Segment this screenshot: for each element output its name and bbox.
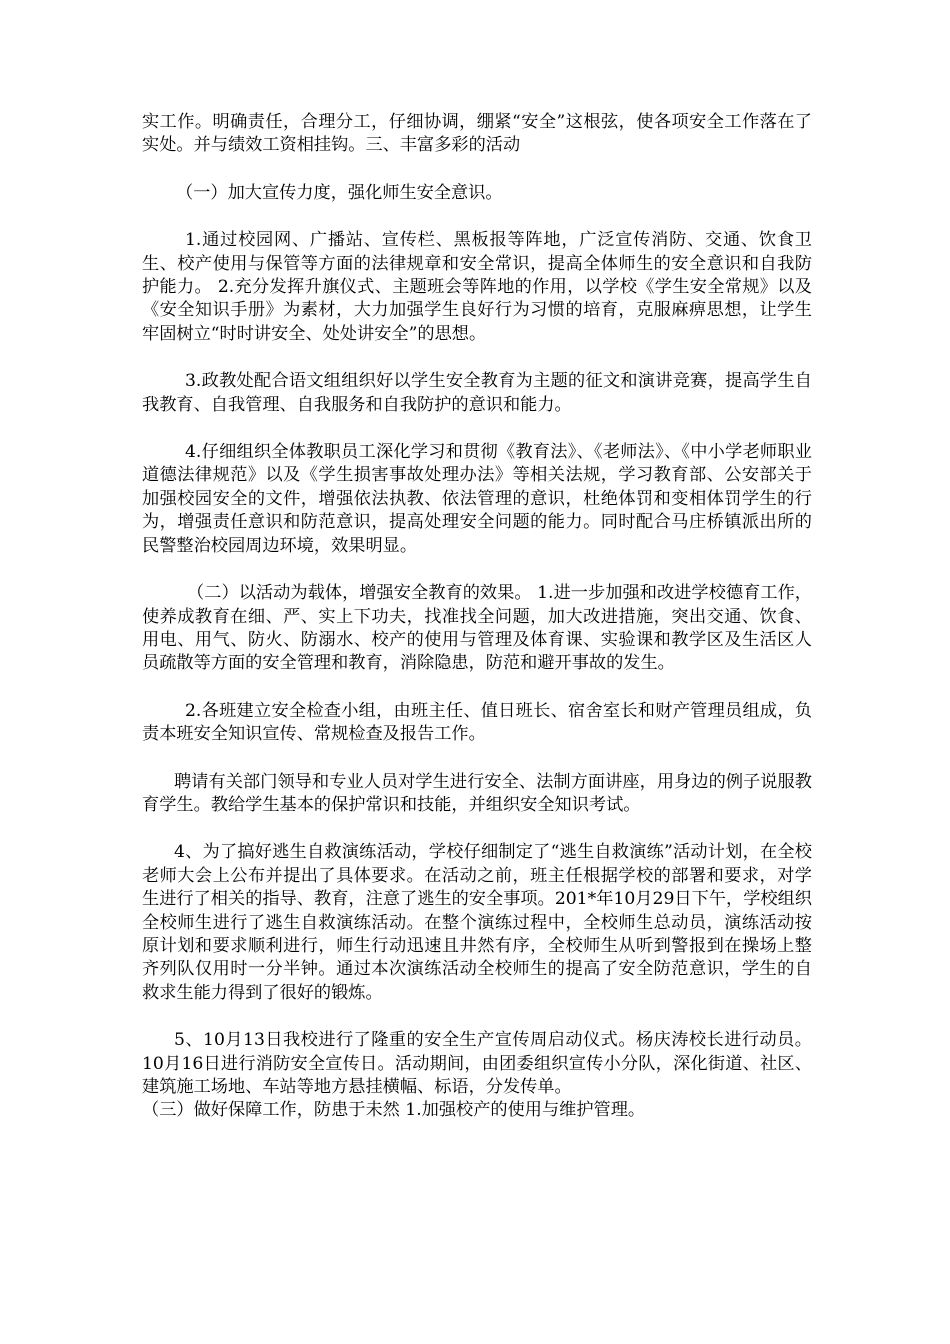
paragraph-item-1-2: 1.通过校园网、广播站、宣传栏、黑板报等阵地，广泛宣传消防、交通、饮食卫生、校产使用与保管等方面的法律规章和安全常识，提高全体师生的安全意识和自我防护能力。 2.充分发挥升旗仪式、主题班会等阵地的作用，以学校《学生安全常规》以及《安全知识手册》为素材，大力加强学生良好行为习惯的培育，克服麻痹思想，让学生牢固树立“时时讲安全、处处讲安全”的思想。 — [142, 230, 812, 344]
heading-section-one: （一）加大宣传力度，强化师生安全意识。 — [176, 182, 503, 203]
paragraph-responsibility: 实工作。明确责任，合理分工，仔细协调，绷紧“安全”这根弦，使各项安全工作落在了实处。并与绩效工资相挂钩。三、丰富多彩的活动 — [142, 112, 812, 156]
paragraph-item-2-safety-group: 2.各班建立安全检查小组，由班主任、值日班长、宿舍室长和财产管理员组成，负责本班安全知识宣传、常规检查及报告工作。 — [142, 700, 812, 745]
paragraph-item-4: 4.仔细组织全体教职员工深化学习和贯彻《教育法》、《老师法》、《中小学老师职业道德法律规范》以及《学生损害事故处理办法》等相关法规，学习教育部、公安部关于加强校园安全的文件，增强依法执教、依法管理的意识，杜绝体罚和变相体罚学生的行为，增强责任意识和防范意识，提高处理安全问题的能力。同时配合马庄桥镇派出所的民警整治校园周边环境，效果明显。 — [142, 442, 812, 556]
document-page — [142, 111, 812, 1147]
paragraph-item-3: 3.政教处配合语文组组织好以学生安全教育为主题的征文和演讲竞赛，提高学生自我教育、自我管理、自我服务和自我防护的意识和能力。 — [142, 371, 812, 415]
paragraph-section-three: （三）做好保障工作，防患于未然 1.加强校产的使用与维护管理。 — [142, 1100, 646, 1121]
paragraph-drill: 4、为了搞好逃生自救演练活动，学校仔细制定了“逃生自救演练”活动计划，在全校老师大会上公布并提出了具体要求。在活动之前，班主任根据学校的部署和要求，对学生进行了相关的指导、教育，注意了逃生的安全事项。201*年10月29日下午，学校组织全校师生进行了逃生自救演练活动。在整个演练过程中，全校师生总动员，演练活动按原计划和要求顺利进行，师生行动迅速且井然有序，全校师生从听到警报到在操场上整齐列队仅用时一分半钟。通过本次演练活动全校师生的提高了安全防范意识，学生的自救求生能力得到了很好的锻炼。 — [142, 842, 812, 1003]
paragraph-section-two: （二）以活动为载体，增强安全教育的效果。 1.进一步加强和改进学校德育工作，使养成教育在细、严、实上下功夫，找准找全问题，加大改进措施，突出交通、饮食、用电、用气、防火、防溺水、校产的使用与管理及体育课、实验课和教学区及生活区人员疏散等方面的安全管理和教育，消除隐患，防范和避开事故的发生。 — [142, 583, 812, 674]
paragraph-safety-week: 5、10月13日我校进行了隆重的安全生产宣传周启动仪式。杨庆涛校长进行动员。10月16日进行消防安全宣传日。活动期间，由团委组织宣传小分队，深化街道、社区、建筑施工场地、车站等地方悬挂横幅、标语，分发传单。 — [142, 1030, 812, 1097]
paragraph-lectures: 聘请有关部门领导和专业人员对学生进行安全、法制方面讲座，用身边的例子说服教育学生。教给学生基本的保护常识和技能，并组织安全知识考试。 — [142, 771, 812, 815]
